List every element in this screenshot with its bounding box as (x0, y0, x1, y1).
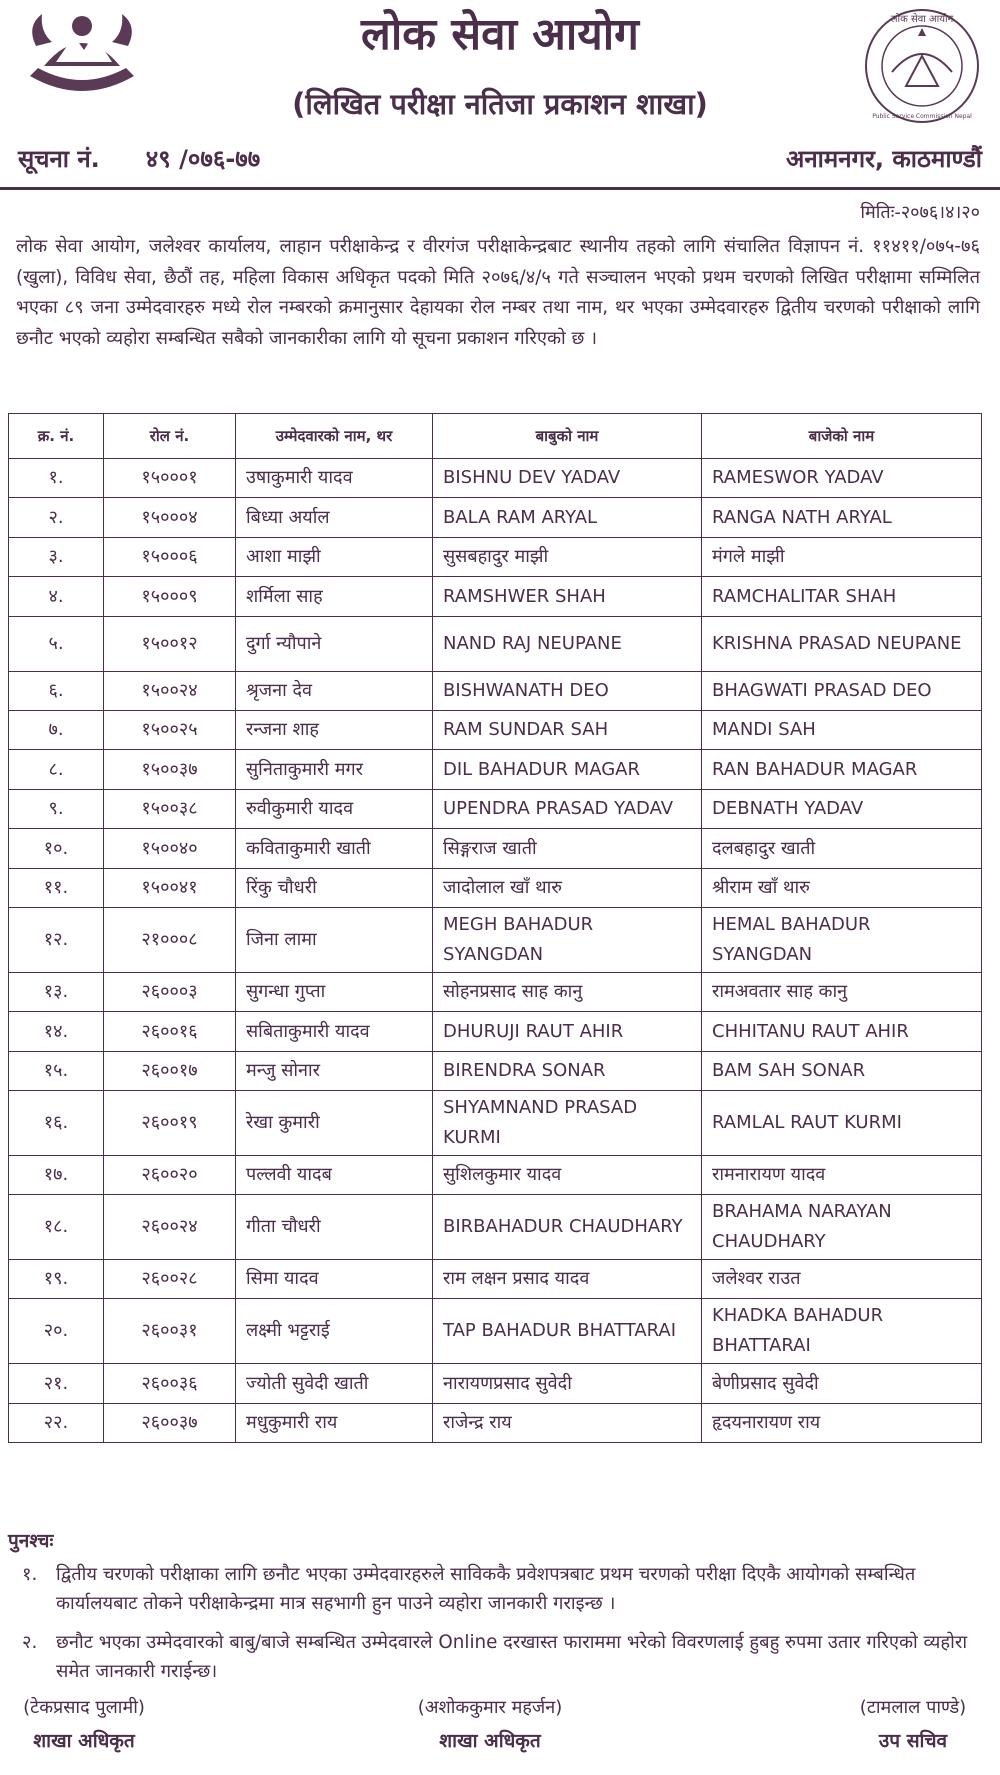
cell-grandfather-name: HEMAL BAHADUR SYANGDAN (702, 908, 982, 973)
cell-serial: २१. (9, 1364, 104, 1404)
header-candidate-name: उम्मेदवारको नाम, थर (236, 414, 433, 459)
cell-father-name: TAP BAHADUR BHATTARAI (433, 1299, 702, 1364)
cell-candidate-name: सिमा यादव (236, 1260, 433, 1299)
cell-candidate-name: उषाकुमारी यादव (236, 459, 433, 498)
cell-father-name: BALA RAM ARYAL (433, 498, 702, 538)
signature-block (4, 1695, 164, 1753)
cell-grandfather-name: रामनारायण यादव (702, 1156, 982, 1195)
seal-text-top: लोक सेवा आयोग (890, 14, 954, 25)
cell-father-name: BIRBAHADUR CHAUDHARY (433, 1195, 702, 1260)
cell-roll-number: १५०००६ (104, 538, 236, 577)
table-row (9, 973, 982, 1012)
cell-grandfather-name: हृदयनारायण राय (702, 1404, 982, 1443)
cell-father-name: राजेन्द्र राय (433, 1404, 702, 1443)
cell-roll-number: २६००२० (104, 1156, 236, 1195)
cell-candidate-name: सुनिताकुमारी मगर (236, 750, 433, 790)
cell-father-name: RAM SUNDAR SAH (433, 711, 702, 750)
cell-roll-number: १५०००९ (104, 577, 236, 617)
cell-serial: ५. (9, 617, 104, 672)
table-row (9, 617, 982, 672)
cell-grandfather-name: CHHITANU RAUT AHIR (702, 1012, 982, 1052)
cell-serial: १०. (9, 829, 104, 869)
cell-grandfather-name: BHAGWATI PRASAD DEO (702, 672, 982, 711)
postscript-text: छनौट भएका उम्मेदवारको बाबु/बाजे सम्बन्धित उम्मेदवारले Online दरखास्त फाराममा भरेको विवरणलाई हुबहु रुपमा उतार गरिएको व्यहोरा समेत जानकारी गराईन्छ। (56, 1632, 968, 1682)
notice-label: सूचना नं. (18, 145, 100, 173)
table-row (9, 1404, 982, 1443)
cell-serial: ८. (9, 750, 104, 790)
signatory-role: शाखा अधिकृत (33, 1730, 135, 1752)
cell-grandfather-name: श्रीराम खाँ थारु (702, 869, 982, 908)
cell-grandfather-name: जलेश्वर राउत (702, 1260, 982, 1299)
cell-serial: १८. (9, 1195, 104, 1260)
notice-date: मितिः-२०७६।४।२० (860, 202, 980, 223)
cell-grandfather-name: RAMESWOR YADAV (702, 459, 982, 498)
postscript-number: १. (22, 1564, 38, 1585)
cell-grandfather-name: RAMCHALITAR SHAH (702, 577, 982, 617)
cell-candidate-name: रिंकु चौधरी (236, 869, 433, 908)
cell-grandfather-name: मंगले माझी (702, 538, 982, 577)
cell-candidate-name: रेखा कुमारी (236, 1091, 433, 1156)
header-serial: क्र. नं. (9, 414, 104, 459)
table-header-row (9, 414, 982, 459)
cell-roll-number: २१०००८ (104, 908, 236, 973)
cell-father-name: BISHNU DEV YADAV (433, 459, 702, 498)
cell-grandfather-name: KRISHNA PRASAD NEUPANE (702, 617, 982, 672)
cell-father-name: RAMSHWER SHAH (433, 577, 702, 617)
cell-roll-number: २६००१९ (104, 1091, 236, 1156)
cell-serial: १९. (9, 1260, 104, 1299)
page-title: लोक सेवा आयोग (361, 9, 639, 60)
cell-father-name: सोहनप्रसाद साह कानु (433, 973, 702, 1012)
notice-number-line (18, 142, 260, 175)
page-subtitle: (लिखित परीक्षा नतिजा प्रकाशन शाखा) (292, 87, 708, 121)
cell-serial: १३. (9, 973, 104, 1012)
cell-serial: ७. (9, 711, 104, 750)
header-grandfather-name: बाजेको नाम (702, 414, 982, 459)
cell-roll-number: १५००२५ (104, 711, 236, 750)
cell-father-name: सिङ्गराज खाती (433, 829, 702, 869)
postscript-number: २. (22, 1632, 38, 1653)
cell-father-name: BISHWANATH DEO (433, 672, 702, 711)
cell-candidate-name: मधुकुमारी राय (236, 1404, 433, 1443)
table-row (9, 1195, 982, 1260)
cell-serial: १४. (9, 1012, 104, 1052)
cell-roll-number: २६००३७ (104, 1404, 236, 1443)
office-location: अनामनगर, काठमाण्डौं (786, 145, 982, 173)
cell-roll-number: १५००३७ (104, 750, 236, 790)
cell-candidate-name: रुवीकुमारी यादव (236, 790, 433, 829)
cell-candidate-name: ज्योती सुवेदी खाती (236, 1364, 433, 1404)
cell-serial: २०. (9, 1299, 104, 1364)
signatory-name: (टेकप्रसाद पुलामी) (23, 1697, 145, 1718)
cell-roll-number: २६००३१ (104, 1299, 236, 1364)
cell-father-name: नारायणप्रसाद सुवेदी (433, 1364, 702, 1404)
header-divider (0, 187, 1000, 190)
cell-father-name: UPENDRA PRASAD YADAV (433, 790, 702, 829)
table-row (9, 1299, 982, 1364)
cell-candidate-name: गीता चौधरी (236, 1195, 433, 1260)
cell-candidate-name: दुर्गा न्यौपाने (236, 617, 433, 672)
cell-candidate-name: जिना लामा (236, 908, 433, 973)
cell-roll-number: १५०००१ (104, 459, 236, 498)
table-row (9, 577, 982, 617)
cell-roll-number: २६००१७ (104, 1052, 236, 1091)
table-row (9, 498, 982, 538)
cell-serial: १. (9, 459, 104, 498)
cell-grandfather-name: RAN BAHADUR MAGAR (702, 750, 982, 790)
table-row (9, 1156, 982, 1195)
seal-text-bottom: Public Service Commission Nepal (872, 113, 972, 120)
table-row (9, 1260, 982, 1299)
table-row (9, 750, 982, 790)
table-row (9, 1052, 982, 1091)
cell-serial: ९. (9, 790, 104, 829)
table-row (9, 1364, 982, 1404)
cell-candidate-name: कविताकुमारी खाती (236, 829, 433, 869)
cell-grandfather-name: RAMLAL RAUT KURMI (702, 1091, 982, 1156)
cell-roll-number: १५००२४ (104, 672, 236, 711)
cell-candidate-name: पल्लवी यादब (236, 1156, 433, 1195)
intro-paragraph: लोक सेवा आयोग, जलेश्वर कार्यालय, लाहान परीक्षाकेन्द्र र वीरगंज परीक्षाकेन्द्रबाट स्थानीय तहको लागि संचालित विज्ञापन नं. ११४११/०७५-७६ (खुला), विविध सेवा, छैठौं तह, महिला विकास अधिकृत पदको मिति २०७६/४/५ गते सञ्चालन भएको प्रथम चरणको लिखित परीक्षामा सम्मिलित भएका ८९ जना उम्मेदवारहरु मध्ये रोल नम्बरको क्रमानुसार देहायका रोल नम्बर तथा नाम, थर भएका उम्मेदवारहरु द्वितीय चरणको परीक्षाको लागि छनौट भएको व्यहोरा सम्बन्धित सबैको जानकारीका लागि यो सूचना प्रकाशन गरिएको छ । (16, 236, 980, 349)
cell-father-name: SHYAMNAND PRASAD KURMI (433, 1091, 702, 1156)
cell-candidate-name: सुगन्धा गुप्ता (236, 973, 433, 1012)
postscript-text: द्वितीय चरणको परीक्षाका लागि छनौट भएका उम्मेदवारहरुले साविककै प्रवेशपत्रबाट प्रथम चरणको परीक्षा दिएकै आयोगको सम्बन्धित कार्यालयबाट तोकने परीक्षाकेन्द्रमा मात्र सहभागी हुन पाउने व्यहोरा जानकारी गराइन्छ । (56, 1564, 916, 1614)
table-row (9, 1012, 982, 1052)
cell-candidate-name: सबिताकुमारी यादव (236, 1012, 433, 1052)
cell-roll-number: १५००४१ (104, 869, 236, 908)
cell-father-name: DHURUJI RAUT AHIR (433, 1012, 702, 1052)
postscript-label: पुनश्चः (8, 1530, 54, 1552)
cell-candidate-name: आशा माझी (236, 538, 433, 577)
signatory-name: (अशोककुमार महर्जन) (417, 1697, 563, 1718)
cell-serial: ४. (9, 577, 104, 617)
cell-father-name: MEGH BAHADUR SYANGDAN (433, 908, 702, 973)
table-row (9, 538, 982, 577)
table-row (9, 672, 982, 711)
table-row (9, 829, 982, 869)
cell-grandfather-name: KHADKA BAHADUR BHATTARAI (702, 1299, 982, 1364)
table-row (9, 869, 982, 908)
table-row (9, 711, 982, 750)
cell-grandfather-name: BAM SAH SONAR (702, 1052, 982, 1091)
signatory-role: शाखा अधिकृत (439, 1730, 541, 1752)
signatory-role: उप सचिव (878, 1730, 948, 1752)
cell-serial: १५. (9, 1052, 104, 1091)
results-table (8, 413, 982, 1443)
table-row (9, 1091, 982, 1156)
cell-father-name: BIRENDRA SONAR (433, 1052, 702, 1091)
cell-father-name: सुसबहादुर माझी (433, 538, 702, 577)
cell-grandfather-name: BRAHAMA NARAYAN CHAUDHARY (702, 1195, 982, 1260)
notice-number: ४९ /०७६-७७ (145, 145, 261, 173)
cell-serial: १७. (9, 1156, 104, 1195)
cell-roll-number: १५००३८ (104, 790, 236, 829)
cell-candidate-name: बिध्या अर्याल (236, 498, 433, 538)
signature-block (838, 1695, 988, 1753)
cell-grandfather-name: रामअवतार साह कानु (702, 973, 982, 1012)
cell-candidate-name: शर्मिला साह (236, 577, 433, 617)
cell-candidate-name: रन्जना शाह (236, 711, 433, 750)
cell-father-name: जादोलाल खाँ थारु (433, 869, 702, 908)
cell-roll-number: १५००४० (104, 829, 236, 869)
cell-roll-number: २६००२४ (104, 1195, 236, 1260)
cell-candidate-name: लक्ष्मी भट्टराई (236, 1299, 433, 1364)
cell-grandfather-name: दलबहादुर खाती (702, 829, 982, 869)
signature-block (400, 1695, 580, 1753)
cell-serial: २. (9, 498, 104, 538)
cell-serial: ६. (9, 672, 104, 711)
cell-roll-number: २६००१६ (104, 1012, 236, 1052)
cell-father-name: राम लक्षन प्रसाद यादव (433, 1260, 702, 1299)
signatory-name: (टामलाल पाण्डे) (859, 1697, 967, 1718)
cell-father-name: DIL BAHADUR MAGAR (433, 750, 702, 790)
cell-grandfather-name: MANDI SAH (702, 711, 982, 750)
cell-serial: १२. (9, 908, 104, 973)
cell-grandfather-name: बेणीप्रसाद सुवेदी (702, 1364, 982, 1404)
cell-father-name: सुशिलकुमार यादव (433, 1156, 702, 1195)
cell-father-name: NAND RAJ NEUPANE (433, 617, 702, 672)
cell-roll-number: १५००१२ (104, 617, 236, 672)
cell-serial: २२. (9, 1404, 104, 1443)
cell-roll-number: २६०००३ (104, 973, 236, 1012)
cell-serial: ११. (9, 869, 104, 908)
cell-serial: १६. (9, 1091, 104, 1156)
header-roll: रोल नं. (104, 414, 236, 459)
table-row (9, 790, 982, 829)
cell-roll-number: २६००३६ (104, 1364, 236, 1404)
cell-candidate-name: श्रृजना देव (236, 672, 433, 711)
cell-candidate-name: मन्जु सोनार (236, 1052, 433, 1091)
cell-roll-number: २६००२८ (104, 1260, 236, 1299)
cell-grandfather-name: RANGA NATH ARYAL (702, 498, 982, 538)
header-father-name: बाबुको नाम (433, 414, 702, 459)
cell-roll-number: १५०००४ (104, 498, 236, 538)
table-row (9, 908, 982, 973)
cell-grandfather-name: DEBNATH YADAV (702, 790, 982, 829)
table-row (9, 459, 982, 498)
cell-serial: ३. (9, 538, 104, 577)
